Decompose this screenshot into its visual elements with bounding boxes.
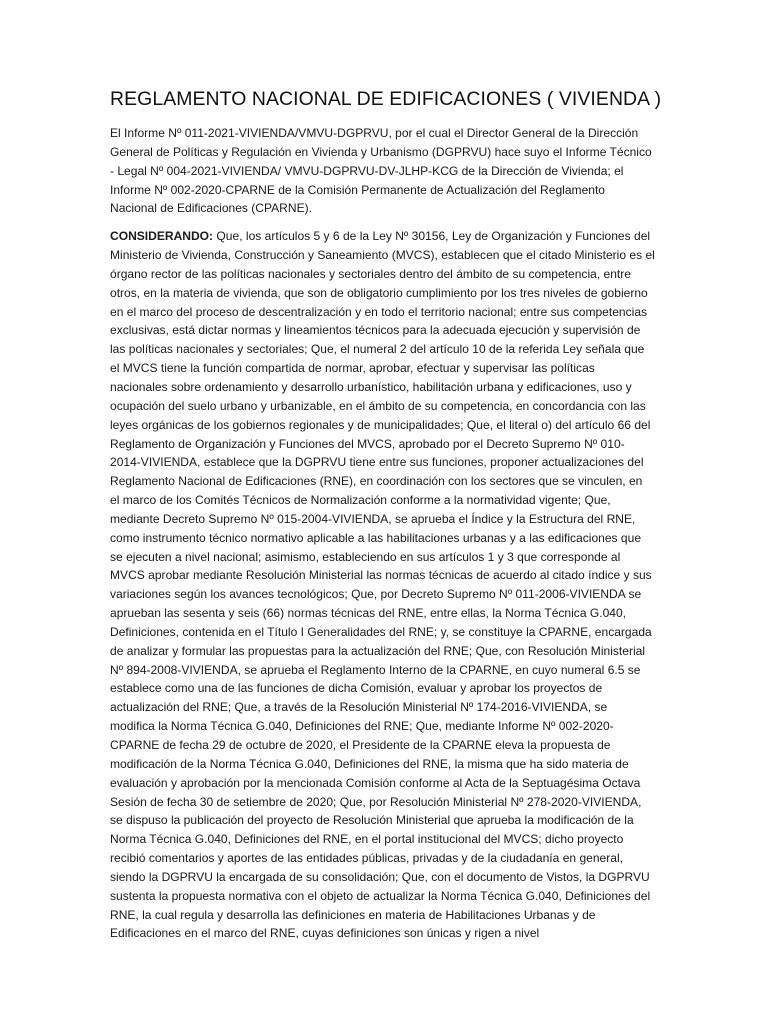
document-title: REGLAMENTO NACIONAL DE EDIFICACIONES ( VIVIENDA ) — [110, 88, 662, 110]
considerando-label: CONSIDERANDO: — [110, 229, 214, 244]
considerando-paragraph — [110, 227, 655, 943]
document-page — [110, 88, 662, 952]
intro-paragraph: El Informe Nº 011-2021-VIVIENDA/VMVU-DGPRVU, por el cual el Director General de la Dirección General de Políticas y Regulación en Vivienda y Urbanismo (DGPRVU) hace suyo el Informe Técnico - Legal Nº 004-2021-VIVIENDA/ VMVU-DGPRVU-DV-JLHP-KCG de la Dirección de Vivienda; el Informe Nº 002-2020-CPARNE de la Comisión Permanente de Actualización del Reglamento Nacional de Edificaciones (CPARNE). — [110, 126, 652, 216]
considerando-body: Que, los artículos 5 y 6 de la Ley Nº 30156, Ley de Organización y Funciones del Ministerio de Vivienda, Construcción y Saneamiento (MVCS), establecen que el citado Ministerio es el órgano rector de las políticas nacionales y sectoriales dentro del ámbito de su competencia, entre otros, en la materia de vivienda, que son de obligatorio cumplimiento por los tres niveles de gobierno en el marco del proceso de descentralización y en todo el territorio nacional; entre sus competencias exclusivas, está dictar normas y lineamientos técnicos para la adecuada ejecución y supervisión de las políticas nacionales y sectoriales; Que, el numeral 2 del artículo 10 de la referida Ley señala que el MVCS tiene la función compartida de normar, aprobar, efectuar y supervisar las políticas nacionales sobre ordenamiento y desarrollo urbanístico, habilitación urbana y edificaciones, uso y ocupación del suelo urbano y urbanizable, en el ámbito de su competencia, en concordancia con las leyes orgánicas de los gobiernos regionales y de municipalidades; Que, el literal o) del artículo 66 del Reglamento de Organización y Funciones del MVCS, aprobado por el Decreto Supremo Nº 010-2014-VIVIENDA, establece que la DGPRVU tiene entre sus funciones, proponer actualizaciones del Reglamento Nacional de Edificaciones (RNE), en coordinación con los sectores que se vinculen, en el marco de los Comités Técnicos de Normalización conforme a la normatividad vigente; Que, mediante Decreto Supremo Nº 015-2004-VIVIENDA, se aprueba el Índice y la Estructura del RNE, como instrumento técnico normativo aplicable a las habilitaciones urbanas y a las edificaciones que se ejecuten a nivel nacional; asimismo, estableciendo en sus artículos 1 y 3 que corresponde al MVCS aprobar mediante Resolución Ministerial las normas técnicas de acuerdo al citado índice y sus variaciones según los avances tecnológicos; Que, por Decreto Supremo Nº 011-2006-VIVIENDA se aprueban las sesenta y seis (66) normas técnicas del RNE, entre ellas, la Norma Técnica G.040, Definiciones, contenida en el Título I Generalidades del RNE; y, se constituye la CPARNE, encargada de analizar y formular las propuestas para la actualización del RNE; Que, con Resolución Ministerial Nº 894-2008-VIVIENDA, se aprueba el Reglamento Interno de la CPARNE, en cuyo numeral 6.5 se establece como una de las funciones de dicha Comisión, evaluar y aprobar los proyectos de actualización del RNE; Que, a través de la Resolución Ministerial Nº 174-2016-VIVIENDA, se modifica la Norma Técnica G.040, Definiciones del RNE; Que, mediante Informe Nº 002-2020-CPARNE de fecha 29 de octubre de 2020, el Presidente de la CPARNE eleva la propuesta de modificación de la Norma Técnica G.040, Definiciones del RNE, la misma que ha sido materia de evaluación y aprobación por la mencionada Comisión conforme al Acta de la Septuagésima Octava Sesión de fecha 30 de setiembre de 2020; Que, por Resolución Ministerial Nº 278-2020-VIVIENDA, se dispuso la publicación del proyecto de Resolución Ministerial que aprueba la modificación de la Norma Técnica G.040, Definiciones del RNE, en el portal institucional del MVCS; dicho proyecto recibió comentarios y aportes de las entidades públicas, privadas y de la ciudadanía en general, siendo la DGPRVU la encargada de su consolidación; Que, con el documento de Vistos, la DGPRVU sustenta la propuesta normativa con el objeto de actualizar la Norma Técnica G.040, Definiciones del RNE, la cual regula y desarrolla las definiciones en materia de Habilitaciones Urbanas y de Edificaciones en el marco del RNE, cuyas definiciones son únicas y rigen a nivel — [110, 229, 655, 941]
